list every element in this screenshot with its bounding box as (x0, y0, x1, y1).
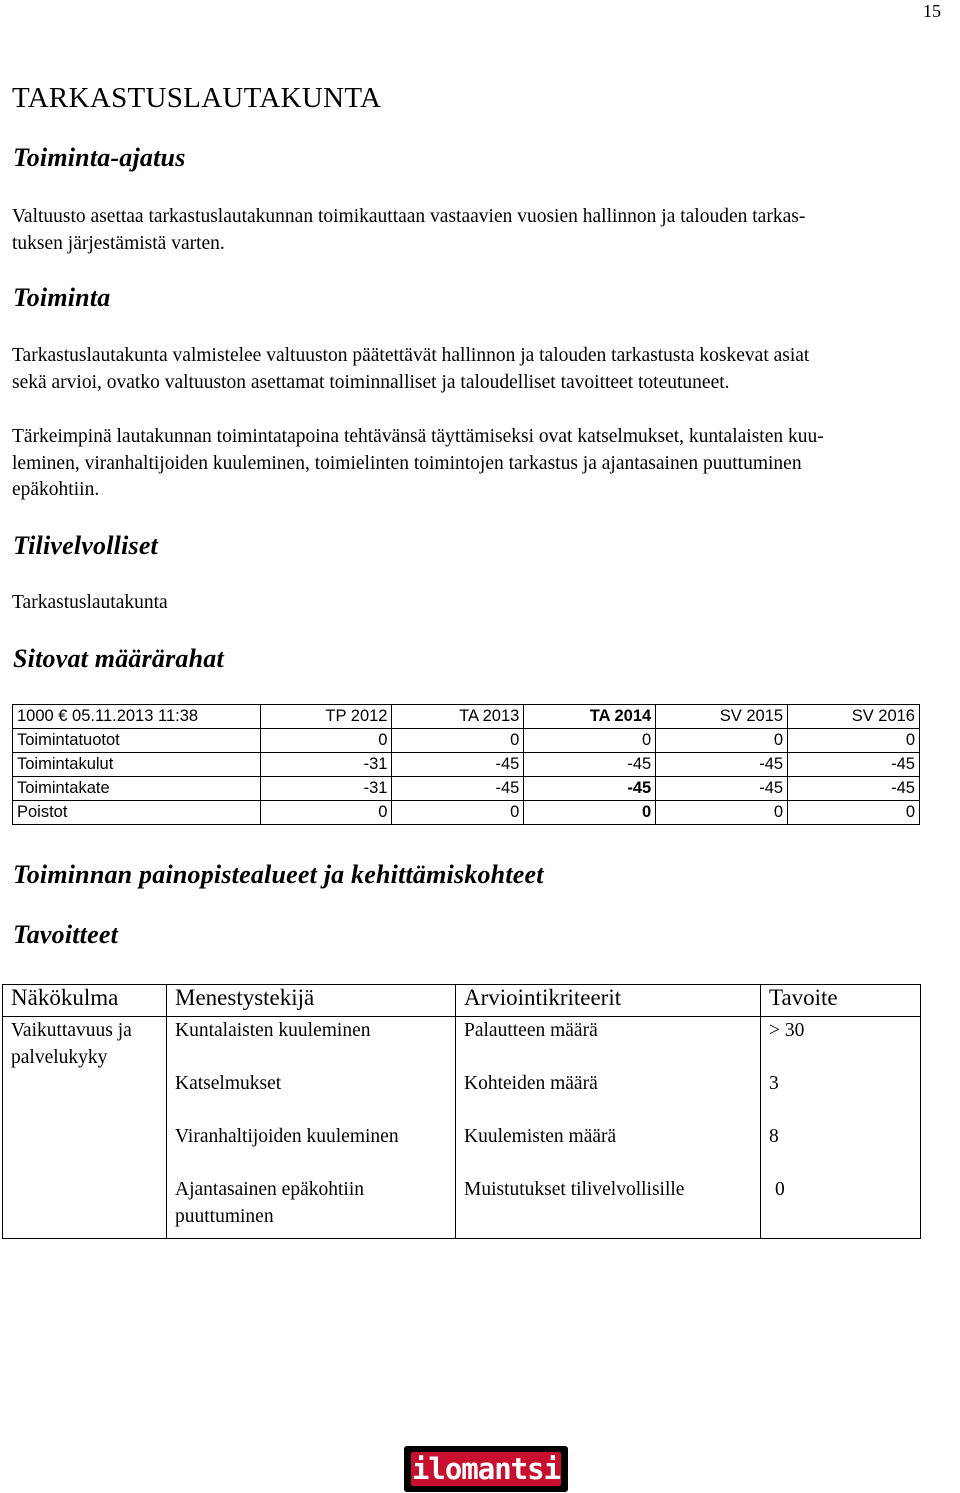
goals-header-cell: Tavoite (761, 985, 921, 1017)
budget-cell: -31 (260, 753, 392, 777)
budget-cell: 0 (656, 801, 788, 825)
goals-target-cell (761, 1017, 921, 1239)
goals-perspective-cell (3, 1017, 167, 1239)
budget-header-cell: SV 2015 (656, 705, 788, 729)
paragraph-toiminta-2: Tärkeimpinä lautakunnan toimintatapoina tehtävänsä täyttämiseksi ovat katselmukset, kuntalaisten kuu- leminen, viranhaltijoiden kuuleminen, toimielinten toimintojen tarkastus ja ajantasainen puuttuminen epäkohtiin. (12, 426, 824, 500)
criteria-item: Muistutukset tilivelvollisille (464, 1179, 685, 1200)
budget-row-label: Poistot (13, 801, 261, 825)
target-item: 0 (775, 1179, 785, 1200)
budget-cell: 0 (524, 729, 656, 753)
budget-cell: 0 (656, 729, 788, 753)
budget-row-label: Toimintakate (13, 777, 261, 801)
goals-header-cell: Näkökulma (3, 985, 167, 1017)
heading-painopistealueet: Toiminnan painopistealueet ja kehittämiskohteet (13, 860, 544, 889)
page-number: 15 (923, 1, 941, 21)
budget-cell: -45 (788, 777, 920, 801)
criteria-item: Palautteen määrä (464, 1020, 598, 1041)
budget-cell: -45 (788, 753, 920, 777)
budget-cell: -45 (392, 753, 524, 777)
budget-cell: 0 (524, 801, 656, 825)
budget-cell: -45 (392, 777, 524, 801)
budget-header-cell: TA 2013 (392, 705, 524, 729)
budget-row (13, 729, 920, 753)
budget-cell: -45 (524, 777, 656, 801)
target-item: > 30 (769, 1020, 805, 1041)
budget-cell: -45 (656, 777, 788, 801)
goals-table (2, 984, 921, 1239)
budget-header-row (13, 705, 920, 729)
budget-header-cell: TP 2012 (260, 705, 392, 729)
logo-text: ilomantsi (411, 1452, 561, 1486)
budget-cell: 0 (392, 801, 524, 825)
paragraph-toiminta-ajatus: Valtuusto asettaa tarkastuslautakunnan toimikauttaan vastaavien vuosien hallinnon ja talouden tarkas- tuksen järjestämistä varten. (12, 206, 806, 254)
factor-item: Ajantasainen epäkohtiin puuttuminen (175, 1179, 364, 1227)
budget-row (13, 777, 920, 801)
budget-row (13, 753, 920, 777)
budget-cell: 0 (392, 729, 524, 753)
budget-table (12, 704, 920, 825)
budget-header-cell: SV 2016 (788, 705, 920, 729)
factor-item: Katselmukset (175, 1073, 282, 1094)
ilomantsi-logo (404, 1446, 568, 1492)
budget-cell: 0 (260, 801, 392, 825)
budget-header-cell: TA 2014 (524, 705, 656, 729)
heading-sitovat-maararahat: Sitovat määrärahat (13, 644, 224, 673)
budget-cell: -45 (656, 753, 788, 777)
budget-header-cell: 1000 € 05.11.2013 11:38 (13, 705, 261, 729)
budget-cell: -45 (524, 753, 656, 777)
budget-cell: -31 (260, 777, 392, 801)
target-item: 8 (769, 1126, 779, 1147)
perspective-text: Vaikuttavuus ja palvelukyky (11, 1020, 132, 1068)
target-item: 3 (769, 1073, 779, 1094)
heading-tilivelvolliset: Tilivelvolliset (13, 531, 158, 560)
heading-toiminta-ajatus: Toiminta-ajatus (13, 143, 186, 172)
budget-cell: 0 (260, 729, 392, 753)
budget-row (13, 801, 920, 825)
heading-tavoitteet: Tavoitteet (13, 920, 119, 949)
goals-criteria-cell (456, 1017, 761, 1239)
goals-factor-cell (167, 1017, 456, 1239)
heading-toiminta: Toiminta (13, 283, 111, 312)
budget-cell: 0 (788, 801, 920, 825)
page-title: TARKASTUSLAUTAKUNTA (12, 82, 382, 114)
budget-cell: 0 (788, 729, 920, 753)
budget-row-label: Toimintatuotot (13, 729, 261, 753)
budget-row-label: Toimintakulut (13, 753, 261, 777)
goals-header-cell: Arviointikriteerit (456, 985, 761, 1017)
goals-row (3, 1017, 921, 1239)
goals-header-row (3, 985, 921, 1017)
goals-header-cell: Menestystekijä (167, 985, 456, 1017)
factor-item: Kuntalaisten kuuleminen (175, 1020, 371, 1041)
accountable-value: Tarkastuslautakunta (12, 592, 168, 613)
factor-item: Viranhaltijoiden kuuleminen (175, 1126, 399, 1147)
paragraph-toiminta-1: Tarkastuslautakunta valmistelee valtuuston päätettävät hallinnon ja talouden tarkastusta koskevat asiat sekä arvioi, ovatko valtuuston asettamat toiminnalliset ja taloudelliset tavoitteet toteutuneet. (12, 345, 810, 393)
criteria-item: Kuulemisten määrä (464, 1126, 617, 1147)
criteria-item: Kohteiden määrä (464, 1073, 598, 1094)
